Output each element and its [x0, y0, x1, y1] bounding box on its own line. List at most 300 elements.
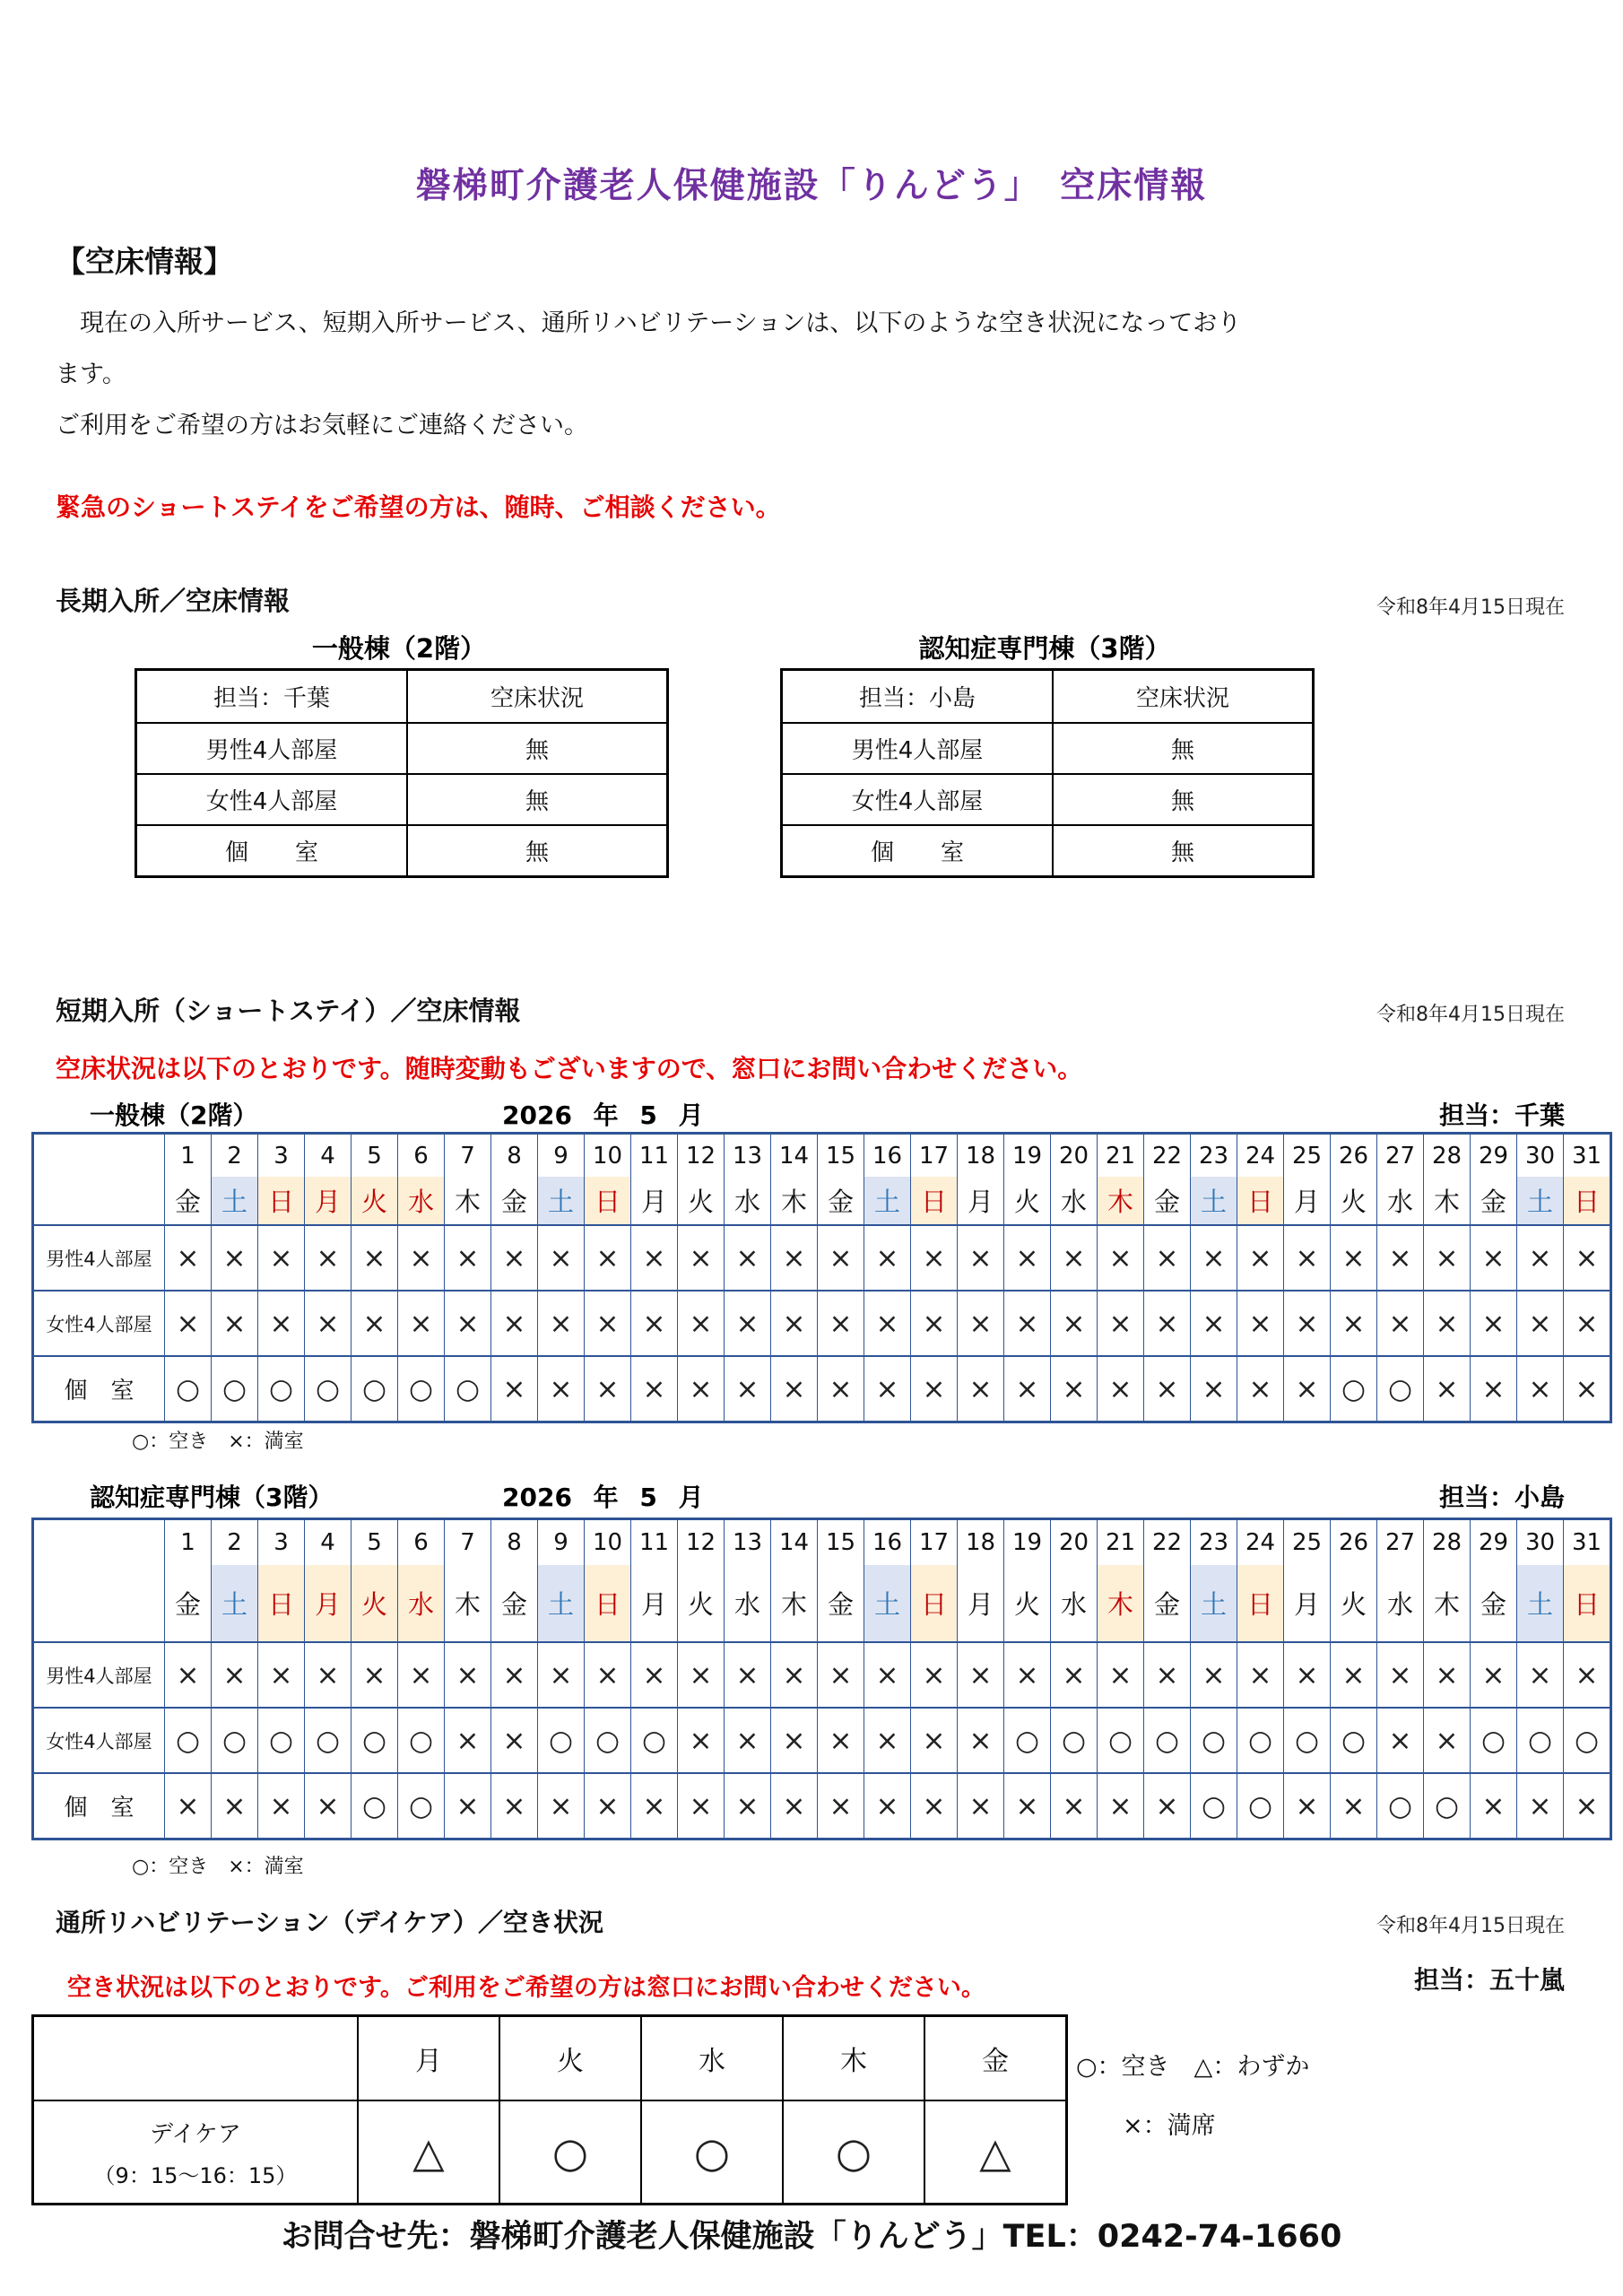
availability-cell: ○ [1330, 1707, 1376, 1772]
availability-cell: × [1330, 1224, 1376, 1290]
availability-cell: × [490, 1224, 537, 1290]
short-term-heading: 短期入所（ショートステイ）／空床情報 [56, 996, 521, 1026]
daycare-hours-line: （9：15～16：15） [93, 2162, 298, 2188]
availability-cell: × [1097, 1772, 1143, 1838]
availability-cell: × [444, 1641, 490, 1707]
availability-cell: × [1097, 1224, 1143, 1290]
availability-cell: × [1003, 1224, 1050, 1290]
date-cell: 26 [1330, 1520, 1376, 1565]
calendar-month: 2026 年 5 月 [502, 1100, 704, 1130]
availability-cell: × [724, 1641, 770, 1707]
availability-cell: × [630, 1772, 677, 1838]
date-cell: 27 [1376, 1135, 1423, 1177]
date-cell: 16 [864, 1520, 910, 1565]
availability-cell: × [1423, 1641, 1470, 1707]
availability-cell: × [1563, 1355, 1610, 1421]
availability-cell: × [910, 1641, 957, 1707]
date-cell: 24 [1237, 1135, 1283, 1177]
availability-cell: ○ [1003, 1707, 1050, 1772]
availability-cell: × [164, 1290, 211, 1355]
room-type-label: 女性4人部屋 [137, 773, 406, 824]
column-header-cell: 空床状況 [1052, 671, 1312, 722]
availability-cell: ○ [1330, 1355, 1376, 1421]
availability-cell: × [257, 1772, 304, 1838]
availability-cell: ○ [1097, 1707, 1143, 1772]
availability-cell: ○ [1563, 1707, 1610, 1772]
availability-cell: × [1237, 1224, 1283, 1290]
weekday-cell: 水 [1050, 1177, 1097, 1224]
availability-cell: × [1283, 1290, 1330, 1355]
availability-cell: × [490, 1641, 537, 1707]
weekday-cell: 水 [724, 1565, 770, 1641]
date-cell: 7 [444, 1135, 490, 1177]
availability-cell: × [164, 1641, 211, 1707]
availability-cell: ○ [211, 1707, 257, 1772]
date-cell: 14 [770, 1135, 817, 1177]
date-cell: 18 [957, 1520, 1003, 1565]
availability-cell: × [351, 1641, 397, 1707]
vacancy-value-cell: 無 [1052, 824, 1312, 875]
weekday-cell: 木 [1423, 1177, 1470, 1224]
calendar-title: 認知症専門棟（3階） [90, 1483, 334, 1512]
weekday-cell: 金 [164, 1565, 211, 1641]
availability-cell: × [677, 1707, 724, 1772]
date-cell: 27 [1376, 1520, 1423, 1565]
availability-cell: ○ [397, 1355, 444, 1421]
weekday-cell: 日 [1563, 1177, 1610, 1224]
availability-cell: × [211, 1772, 257, 1838]
building-table-title: 一般棟（2階） [311, 633, 487, 664]
availability-cell: × [211, 1224, 257, 1290]
weekday-cell: 日 [257, 1177, 304, 1224]
footer-contact: お問合せ先：磐梯町介護老人保健施設「りんどう」TEL：0242-74-1660 [281, 2219, 1342, 2255]
availability-cell: × [1470, 1772, 1516, 1838]
weekday-cell: 木 [444, 1565, 490, 1641]
availability-cell: × [1516, 1355, 1563, 1421]
availability-cell: × [304, 1641, 351, 1707]
availability-cell: × [770, 1772, 817, 1838]
availability-cell: × [537, 1224, 584, 1290]
as-of-date: 令和8年4月15日現在 [1376, 596, 1565, 619]
availability-cell: × [257, 1290, 304, 1355]
weekday-cell: 金 [1470, 1565, 1516, 1641]
availability-cell: × [1376, 1290, 1423, 1355]
availability-cell: × [770, 1355, 817, 1421]
availability-cell: × [1470, 1641, 1516, 1707]
calendar-staff: 担当：小島 [1438, 1483, 1565, 1512]
availability-cell: × [630, 1224, 677, 1290]
date-cell: 22 [1143, 1520, 1190, 1565]
availability-cell: × [584, 1772, 630, 1838]
availability-cell: × [1050, 1641, 1097, 1707]
availability-cell: ○ [1190, 1772, 1237, 1838]
availability-cell: × [1423, 1290, 1470, 1355]
weekday-cell: 木 [1423, 1565, 1470, 1641]
weekday-cell: 金 [817, 1177, 864, 1224]
date-cell: 5 [351, 1520, 397, 1565]
availability-cell: × [490, 1355, 537, 1421]
weekday-header-cell: 木 [782, 2017, 924, 2100]
weekday-cell: 日 [910, 1177, 957, 1224]
availability-cell: × [1190, 1641, 1237, 1707]
date-cell: 14 [770, 1520, 817, 1565]
availability-cell: ○ [1190, 1707, 1237, 1772]
availability-cell: ○ [1376, 1355, 1423, 1421]
daycare-availability-table [31, 2014, 1068, 2205]
date-cell: 8 [490, 1520, 537, 1565]
weekday-cell: 水 [724, 1177, 770, 1224]
vacancy-value-cell: 無 [406, 722, 666, 773]
availability-cell: × [817, 1224, 864, 1290]
availability-cell: × [1283, 1224, 1330, 1290]
availability-cell: × [490, 1772, 537, 1838]
date-cell: 10 [584, 1135, 630, 1177]
daycare-corner-cell [34, 2017, 357, 2100]
availability-cell: ○ [1237, 1707, 1283, 1772]
availability-cell: ○ [351, 1355, 397, 1421]
availability-cell: × [1283, 1772, 1330, 1838]
weekday-cell: 木 [444, 1177, 490, 1224]
date-cell: 16 [864, 1135, 910, 1177]
date-cell: 19 [1003, 1520, 1050, 1565]
availability-cell: × [397, 1290, 444, 1355]
availability-cell: × [211, 1641, 257, 1707]
row-label: 男性4人部屋 [34, 1641, 164, 1707]
weekday-header-cell: 水 [640, 2017, 782, 2100]
availability-cell: × [724, 1224, 770, 1290]
weekday-cell: 金 [1470, 1177, 1516, 1224]
room-type-label: 女性4人部屋 [783, 773, 1052, 824]
long-term-vacancy-table [135, 668, 669, 878]
weekday-cell: 月 [1283, 1177, 1330, 1224]
weekday-cell: 水 [1376, 1565, 1423, 1641]
availability-cell: ○ [351, 1707, 397, 1772]
availability-cell: × [910, 1355, 957, 1421]
weekday-cell: 日 [1563, 1565, 1610, 1641]
availability-cell: ○ [164, 1707, 211, 1772]
date-cell: 11 [630, 1135, 677, 1177]
availability-cell: ○ [1470, 1707, 1516, 1772]
weekday-cell: 土 [1516, 1565, 1563, 1641]
availability-cell: × [584, 1224, 630, 1290]
weekday-cell: 土 [864, 1177, 910, 1224]
intro-line: 現在の入所サービス、短期入所サービス、通所リハビリテーションは、以下のような空き状況になっており [56, 309, 1242, 337]
availability-cell: × [490, 1707, 537, 1772]
availability-cell: ○ [211, 1355, 257, 1421]
emergency-alert-text: 緊急のショートステイをご希望の方は、随時、ご相談ください。 [56, 492, 781, 522]
availability-cell: × [1003, 1641, 1050, 1707]
date-cell: 23 [1190, 1135, 1237, 1177]
weekday-cell: 月 [304, 1177, 351, 1224]
availability-cell: × [724, 1290, 770, 1355]
availability-cell: × [1097, 1641, 1143, 1707]
availability-cell: × [1143, 1355, 1190, 1421]
weekday-cell: 月 [304, 1565, 351, 1641]
availability-cell: × [677, 1224, 724, 1290]
availability-cell: × [1470, 1355, 1516, 1421]
date-cell: 23 [1190, 1520, 1237, 1565]
date-cell: 31 [1563, 1520, 1610, 1565]
availability-cell: × [957, 1355, 1003, 1421]
availability-cell: × [770, 1641, 817, 1707]
availability-cell: × [910, 1224, 957, 1290]
availability-cell: ○ [584, 1707, 630, 1772]
availability-cell: × [1563, 1641, 1610, 1707]
availability-cell: × [864, 1290, 910, 1355]
weekday-cell: 水 [397, 1565, 444, 1641]
weekday-cell: 火 [351, 1177, 397, 1224]
availability-cell: × [677, 1355, 724, 1421]
date-cell: 6 [397, 1520, 444, 1565]
date-cell: 9 [537, 1520, 584, 1565]
availability-cell: × [864, 1224, 910, 1290]
availability-cell: × [957, 1641, 1003, 1707]
availability-cell: × [164, 1772, 211, 1838]
availability-cell: ○ [1376, 1772, 1423, 1838]
availability-cell: × [677, 1290, 724, 1355]
weekday-cell: 木 [1097, 1177, 1143, 1224]
date-cell: 10 [584, 1520, 630, 1565]
as-of-date: 令和8年4月15日現在 [1376, 1915, 1565, 1937]
availability-cell: × [444, 1224, 490, 1290]
weekday-cell: 土 [1190, 1177, 1237, 1224]
availability-cell: × [444, 1772, 490, 1838]
date-cell: 2 [211, 1135, 257, 1177]
availability-cell: × [817, 1290, 864, 1355]
weekday-cell: 日 [1237, 1565, 1283, 1641]
availability-cell: × [1143, 1641, 1190, 1707]
availability-cell: × [677, 1772, 724, 1838]
date-cell: 24 [1237, 1520, 1283, 1565]
weekday-cell: 土 [864, 1565, 910, 1641]
date-cell: 15 [817, 1520, 864, 1565]
vacancy-value-cell: 無 [406, 773, 666, 824]
availability-cell: × [817, 1772, 864, 1838]
weekday-cell: 月 [957, 1565, 1003, 1641]
availability-cell: × [677, 1641, 724, 1707]
daycare-row-label [34, 2100, 357, 2203]
availability-cell: ○ [257, 1355, 304, 1421]
availability-cell: × [630, 1641, 677, 1707]
availability-cell: ○ [1516, 1707, 1563, 1772]
calendar-month: 2026 年 5 月 [502, 1483, 704, 1512]
date-cell: 1 [164, 1520, 211, 1565]
availability-cell: × [537, 1641, 584, 1707]
weekday-cell: 火 [677, 1177, 724, 1224]
availability-cell: △ [357, 2100, 499, 2203]
availability-cell: × [351, 1290, 397, 1355]
daycare-legend-line: ×：満席 [1123, 2112, 1216, 2140]
availability-cell: × [1470, 1290, 1516, 1355]
weekday-cell: 土 [537, 1565, 584, 1641]
date-cell: 26 [1330, 1135, 1376, 1177]
availability-cell: × [1423, 1355, 1470, 1421]
availability-cell: × [1050, 1772, 1097, 1838]
availability-cell: × [351, 1224, 397, 1290]
availability-cell: × [1050, 1224, 1097, 1290]
weekday-cell: 土 [211, 1565, 257, 1641]
availability-cell: × [1283, 1355, 1330, 1421]
availability-cell: × [1516, 1224, 1563, 1290]
availability-cell: ○ [444, 1355, 490, 1421]
availability-cell: × [397, 1224, 444, 1290]
availability-cell: × [1423, 1224, 1470, 1290]
availability-cell: × [1237, 1641, 1283, 1707]
daycare-staff: 担当：五十嵐 [1413, 1965, 1565, 1995]
availability-cell: × [1283, 1641, 1330, 1707]
intro-line: ます。 [56, 361, 126, 388]
availability-cell: × [864, 1355, 910, 1421]
availability-cell: ○ [304, 1707, 351, 1772]
daycare-legend-line: ○：空き △：わずか [1076, 2053, 1310, 2081]
date-cell: 22 [1143, 1135, 1190, 1177]
availability-cell: × [1190, 1290, 1237, 1355]
as-of-date: 令和8年4月15日現在 [1376, 1004, 1565, 1026]
weekday-header-cell: 火 [499, 2017, 640, 2100]
availability-cell: × [724, 1772, 770, 1838]
weekday-cell: 土 [537, 1177, 584, 1224]
date-cell: 4 [304, 1520, 351, 1565]
short-term-notice-text: 空床状況は以下のとおりです。随時変動もございますので、窓口にお問い合わせください。 [56, 1054, 1083, 1083]
daycare-notice-text: 空き状況は以下のとおりです。ご利用をご希望の方は窓口にお問い合わせください。 [67, 1974, 985, 2002]
availability-cell: × [817, 1355, 864, 1421]
availability-cell: × [910, 1772, 957, 1838]
availability-cell: × [304, 1290, 351, 1355]
date-cell: 19 [1003, 1135, 1050, 1177]
weekday-cell: 火 [351, 1565, 397, 1641]
date-cell: 12 [677, 1135, 724, 1177]
date-cell: 20 [1050, 1520, 1097, 1565]
date-cell: 13 [724, 1520, 770, 1565]
calendar-corner-cell [34, 1135, 164, 1224]
date-cell: 28 [1423, 1520, 1470, 1565]
date-cell: 1 [164, 1135, 211, 1177]
date-cell: 31 [1563, 1135, 1610, 1177]
availability-cell: ○ [630, 1707, 677, 1772]
date-cell: 30 [1516, 1520, 1563, 1565]
long-term-vacancy-table [780, 668, 1315, 878]
availability-cell: ○ [257, 1707, 304, 1772]
availability-cell: × [957, 1224, 1003, 1290]
weekday-cell: 日 [1237, 1177, 1283, 1224]
availability-cell: × [864, 1707, 910, 1772]
availability-cell: ○ [351, 1772, 397, 1838]
availability-cell: × [537, 1772, 584, 1838]
date-cell: 29 [1470, 1520, 1516, 1565]
weekday-cell: 月 [630, 1177, 677, 1224]
date-cell: 9 [537, 1135, 584, 1177]
weekday-cell: 火 [1330, 1177, 1376, 1224]
availability-cell: × [1143, 1290, 1190, 1355]
availability-cell: ○ [164, 1355, 211, 1421]
availability-cell: × [537, 1290, 584, 1355]
availability-cell: ○ [397, 1772, 444, 1838]
availability-cell: × [1003, 1290, 1050, 1355]
row-label: 個 室 [34, 1772, 164, 1838]
weekday-cell: 金 [490, 1565, 537, 1641]
availability-cell: × [1563, 1224, 1610, 1290]
date-cell: 12 [677, 1520, 724, 1565]
date-cell: 6 [397, 1135, 444, 1177]
availability-cell: × [770, 1707, 817, 1772]
row-label: 女性4人部屋 [34, 1707, 164, 1772]
availability-cell: × [1376, 1707, 1423, 1772]
weekday-cell: 月 [630, 1565, 677, 1641]
availability-cell: × [584, 1355, 630, 1421]
calendar-legend: ○：空き ×：満室 [132, 1856, 304, 1878]
weekday-cell: 火 [1003, 1565, 1050, 1641]
date-cell: 13 [724, 1135, 770, 1177]
date-cell: 21 [1097, 1135, 1143, 1177]
availability-cell: × [724, 1355, 770, 1421]
calendar-corner-cell [34, 1520, 164, 1641]
date-cell: 4 [304, 1135, 351, 1177]
availability-cell: × [1237, 1355, 1283, 1421]
availability-cell: × [1237, 1290, 1283, 1355]
date-cell: 5 [351, 1135, 397, 1177]
weekday-cell: 木 [1097, 1565, 1143, 1641]
availability-cell: ○ [537, 1707, 584, 1772]
availability-cell: ○ [499, 2100, 640, 2203]
long-term-heading: 長期入所／空床情報 [56, 586, 291, 616]
availability-cell: × [1516, 1290, 1563, 1355]
availability-cell: ○ [397, 1707, 444, 1772]
availability-cell: × [257, 1641, 304, 1707]
date-cell: 11 [630, 1520, 677, 1565]
weekday-cell: 木 [770, 1565, 817, 1641]
availability-cell: × [490, 1290, 537, 1355]
availability-cell: ○ [1050, 1707, 1097, 1772]
weekday-cell: 金 [1143, 1565, 1190, 1641]
availability-cell: ○ [1283, 1707, 1330, 1772]
availability-cell: × [1143, 1224, 1190, 1290]
availability-cell: × [164, 1224, 211, 1290]
intro-line: ご利用をご希望の方はお気軽にご連絡ください。 [56, 412, 588, 439]
vacancy-value-cell: 無 [1052, 773, 1312, 824]
date-cell: 15 [817, 1135, 864, 1177]
staff-header-cell: 担当：小島 [858, 685, 976, 712]
date-cell: 20 [1050, 1135, 1097, 1177]
weekday-cell: 土 [1516, 1177, 1563, 1224]
date-cell: 17 [910, 1135, 957, 1177]
weekday-cell: 火 [1003, 1177, 1050, 1224]
availability-cell: × [444, 1290, 490, 1355]
date-cell: 2 [211, 1520, 257, 1565]
availability-cell: × [957, 1707, 1003, 1772]
room-type-label: 男性4人部屋 [137, 722, 406, 773]
availability-cell: × [1003, 1355, 1050, 1421]
availability-cell: × [1330, 1641, 1376, 1707]
weekday-cell: 木 [770, 1177, 817, 1224]
availability-cell: × [444, 1707, 490, 1772]
weekday-header-cell: 金 [924, 2017, 1065, 2100]
weekday-cell: 水 [1376, 1177, 1423, 1224]
availability-cell: × [1376, 1641, 1423, 1707]
weekday-cell: 日 [910, 1565, 957, 1641]
daycare-label-line: デイケア [150, 2120, 241, 2148]
calendar-staff: 担当：千葉 [1438, 1100, 1565, 1130]
row-label: 女性4人部屋 [34, 1290, 164, 1355]
availability-cell: × [304, 1224, 351, 1290]
staff-header-cell: 担当：千葉 [213, 685, 330, 712]
weekday-cell: 水 [1050, 1565, 1097, 1641]
weekday-cell: 火 [1330, 1565, 1376, 1641]
availability-cell: ○ [1143, 1707, 1190, 1772]
date-cell: 25 [1283, 1135, 1330, 1177]
availability-cell: ○ [782, 2100, 924, 2203]
availability-cell: × [257, 1224, 304, 1290]
weekday-cell: 日 [584, 1177, 630, 1224]
